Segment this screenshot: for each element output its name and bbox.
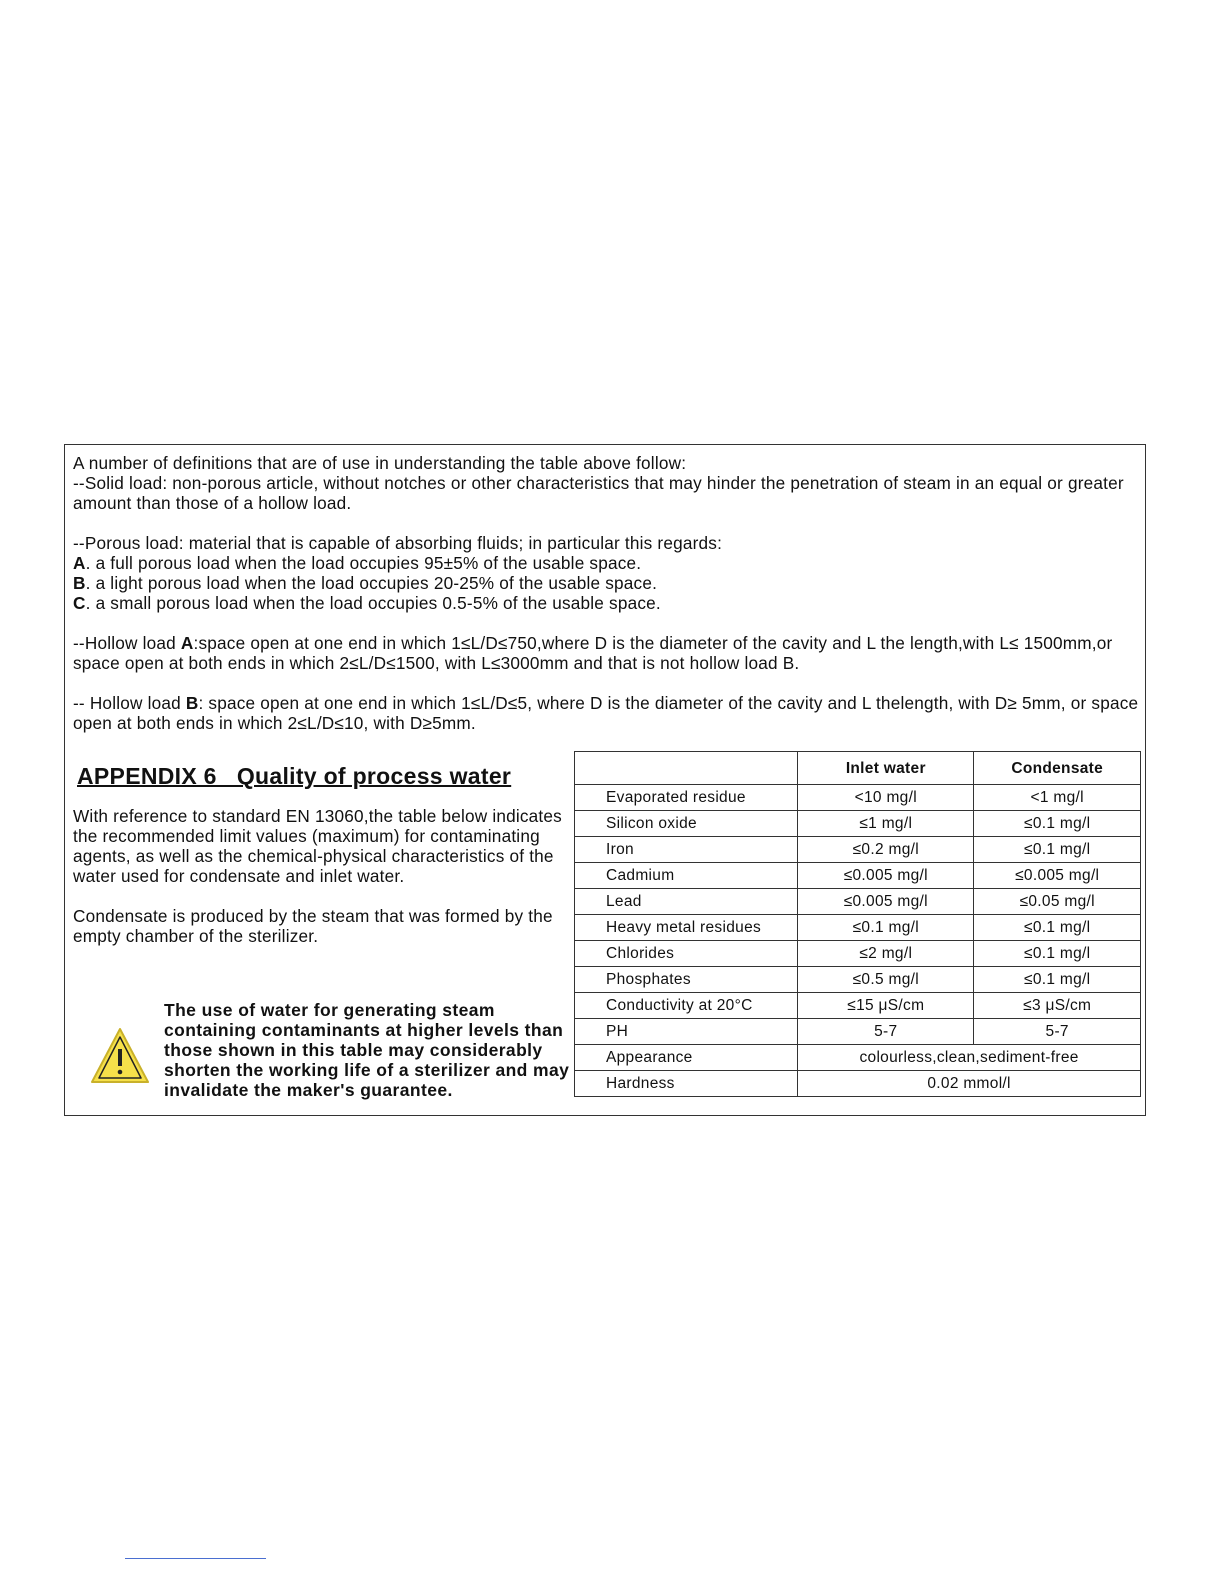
param-cell: Evaporated residue (575, 785, 798, 811)
table-row (575, 915, 1141, 941)
merged-value-cell: 0.02 mmol/l (798, 1071, 1141, 1097)
hollow-load-b-definition: -- Hollow load B: space open at one end in which 1≤L/D≤5, where D is the diameter of the cavity and L thelength, with D≥ 5mm, or space open at both ends in which 2≤L/D≤10, with D≥5mm. (73, 693, 1139, 733)
condensate-cell: ≤0.1 mg/l (974, 837, 1141, 863)
condensate-cell: ≤0.005 mg/l (974, 863, 1141, 889)
inlet-cell: ≤0.2 mg/l (798, 837, 974, 863)
param-cell: Conductivity at 20°C (575, 993, 798, 1019)
condensate-cell: <1 mg/l (974, 785, 1141, 811)
content-frame (64, 444, 1146, 1116)
param-cell: Phosphates (575, 967, 798, 993)
appendix-title: APPENDIX 6 Quality of process water (77, 763, 512, 789)
table-row (575, 993, 1141, 1019)
condensate-cell: ≤0.05 mg/l (974, 889, 1141, 915)
table-row (575, 1019, 1141, 1045)
table-row (575, 967, 1141, 993)
table-header-inlet: Inlet water (798, 752, 974, 785)
condensate-cell: ≤3 μS/cm (974, 993, 1141, 1019)
porous-item-b: B. a light porous load when the load occupies 20-25% of the usable space. (73, 573, 658, 593)
merged-value-cell: colourless,clean,sediment-free (798, 1045, 1141, 1071)
table-header-condensate: Condensate (974, 752, 1141, 785)
inlet-cell: ≤0.005 mg/l (798, 889, 974, 915)
warning-note (73, 1000, 569, 1110)
warning-text: The use of water for generating steam containing contaminants at higher levels than those shown in this table may considerably shorten the working life of a sterilizer and may invalidate the maker's guarantee. (164, 1000, 570, 1100)
appendix-body (73, 806, 569, 946)
param-cell: Silicon oxide (575, 811, 798, 837)
table-row-merged (575, 1071, 1141, 1097)
condensate-cell: ≤0.1 mg/l (974, 915, 1141, 941)
appendix-section (73, 760, 570, 1100)
table-row (575, 837, 1141, 863)
param-cell: Cadmium (575, 863, 798, 889)
condensate-cell: ≤0.1 mg/l (974, 811, 1141, 837)
hollow-load-a-definition: --Hollow load A:space open at one end in which 1≤L/D≤750,where D is the diameter of the cavity and L the length,with L≤ 1500mm,or space open at both ends in which 2≤L/D≤1500, with L≤3000mm and that is not hollow load B. (73, 633, 1113, 673)
porous-load-intro: --Porous load: material that is capable of absorbing fluids; in particular this regards: (73, 533, 723, 553)
appendix-paragraph-1: With reference to standard EN 13060,the table below indicates the recommended limit values (maximum) for contaminating agents, as well as the chemical-physical characteristics of the water used for condensate and inlet water. (73, 806, 562, 886)
param-cell: Heavy metal residues (575, 915, 798, 941)
inlet-cell: ≤0.5 mg/l (798, 967, 974, 993)
condensate-cell: ≤0.1 mg/l (974, 941, 1141, 967)
condensate-cell: 5-7 (974, 1019, 1141, 1045)
table-row (575, 811, 1141, 837)
table-row (575, 889, 1141, 915)
param-cell: Hardness (575, 1071, 798, 1097)
inlet-cell: ≤0.1 mg/l (798, 915, 974, 941)
inlet-cell: 5-7 (798, 1019, 974, 1045)
porous-item-c: C. a small porous load when the load occupies 0.5-5% of the usable space. (73, 593, 661, 613)
table-row (575, 941, 1141, 967)
table-row-merged (575, 1045, 1141, 1071)
solid-load-definition: --Solid load: non-porous article, without notches or other characteristics that may hinder the penetration of steam in an equal or greater amount than those of a hollow load. (73, 473, 1124, 513)
table-row (575, 785, 1141, 811)
table-header-row (575, 752, 1141, 785)
table-header-empty (575, 752, 798, 785)
warning-triangle-icon (89, 1025, 151, 1087)
inlet-cell: <10 mg/l (798, 785, 974, 811)
definitions-section (73, 453, 1143, 753)
table-row (575, 863, 1141, 889)
inlet-cell: ≤15 μS/cm (798, 993, 974, 1019)
inlet-cell: ≤0.005 mg/l (798, 863, 974, 889)
appendix-paragraph-2: Condensate is produced by the steam that was formed by the empty chamber of the sterilizer. (73, 906, 553, 946)
param-cell: Appearance (575, 1045, 798, 1071)
param-cell: Iron (575, 837, 798, 863)
param-cell: PH (575, 1019, 798, 1045)
condensate-cell: ≤0.1 mg/l (974, 967, 1141, 993)
footer-link-line (125, 1558, 266, 1559)
definitions-intro: A number of definitions that are of use in understanding the table above follow: (73, 453, 687, 473)
porous-item-a: A. a full porous load when the load occupies 95±5% of the usable space. (73, 553, 642, 573)
inlet-cell: ≤1 mg/l (798, 811, 974, 837)
param-cell: Lead (575, 889, 798, 915)
water-quality-table (574, 751, 1141, 1097)
inlet-cell: ≤2 mg/l (798, 941, 974, 967)
param-cell: Chlorides (575, 941, 798, 967)
